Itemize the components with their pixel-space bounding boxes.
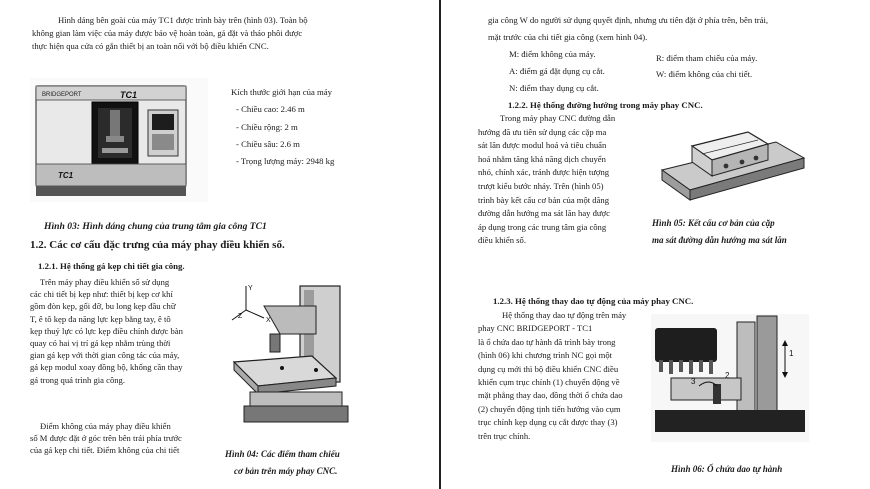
intro-line: Hình dáng bên goài của máy TC1 được trình bày trên (hình 03). Toàn bộ — [58, 15, 308, 25]
clamping-paragraph — [30, 276, 183, 386]
paragraph-line: gá trong quá trình gia công. — [30, 374, 125, 385]
point-m: M: điểm không của máy. — [509, 49, 596, 59]
fig3-brand-label: TC1 — [120, 90, 138, 100]
paragraph-line: của gá kẹp chi tiết. Điểm không của chi tiết — [30, 445, 180, 456]
spec-height: - Chiều cao: 2.46 m — [236, 104, 305, 114]
subsection-121-heading: 1.2.1. Hệ thống gá kẹp chi tiết gia công. — [38, 261, 185, 271]
paragraph-line: áp dụng trong các trung tâm gia công — [478, 221, 607, 232]
fig6-tool-magazine-image — [651, 314, 809, 442]
fig5-caption-line1: Hình 05: Kết cấu cơ bản của cặp — [652, 218, 775, 228]
fig6-caption: Hình 06: Ổ chứa dao tự hành — [671, 464, 783, 474]
point-n: N: điểm thay dụng cụ cắt. — [509, 83, 599, 93]
continued-line: mặt trước của chi tiết gia công (xem hình 04). — [488, 32, 648, 42]
axis-x-label: X — [266, 317, 271, 324]
paragraph-line: dụng cụ mới thì bộ điều khiển CNC điều — [478, 363, 619, 374]
guideway-paragraph — [478, 112, 615, 248]
fig5-guideway-image — [656, 120, 808, 202]
axis-z-label: Z — [238, 313, 243, 320]
paragraph-line: (2) chuyển động tịnh tiến hướng vào cụm — [478, 403, 621, 414]
paragraph-line: Trên máy phay điều khiển số sử dụng — [40, 277, 170, 287]
specs-title: Kích thước giới hạn của máy — [231, 87, 332, 97]
fig5-caption-line2: ma sát đường dẫn hướng ma sát lăn — [652, 235, 787, 245]
paragraph-line: phay CNC BRIDGEPORT - TC1 — [478, 323, 593, 334]
paragraph-line: gá kẹp modul xoay đồng bộ, khống cần thay — [30, 362, 183, 373]
subsection-123-heading: 1.2.3. Hệ thống thay dao tự động của máy phay CNC. — [493, 296, 694, 306]
paragraph-line: Trong máy phay CNC đường dẫn — [500, 113, 616, 123]
svg-text:BRIDGEPORT: BRIDGEPORT — [42, 92, 82, 98]
paragraph-line: (hình 06) khi chương trình NC gọi một — [478, 350, 613, 361]
paragraph-line: sát lăn được modul hoá và tiêu chuẩn — [478, 140, 607, 151]
fig6-label-1: 1 — [789, 349, 794, 358]
subsection-122-heading: 1.2.2. Hệ thống đường hướng trong máy phay CNC. — [508, 100, 703, 110]
fig6-label-2: 2 — [725, 371, 730, 380]
fig3-caption: Hình 03: Hình dáng chung của trung tâm gia công TC1 — [44, 221, 267, 232]
spec-depth: - Chiều sâu: 2.6 m — [236, 139, 300, 149]
continued-line: gia công W do người sử dụng quyết định, nhưng ưu tiên đặt ở phía trên, bên trái, — [488, 15, 769, 25]
paragraph-line: trượt kiểu bước nhảy. Trên (hình 05) — [478, 180, 604, 191]
paragraph-line: gian gá kẹp với thời gian công tác của máy, — [30, 350, 180, 361]
spec-width: - Chiều rộng: 2 m — [236, 122, 298, 132]
paragraph-line: T, ê tô kẹp đa năng lực kẹp bằng tay, ê tô — [30, 313, 171, 324]
fig4-milling-machine — [220, 282, 368, 432]
point-r: R: điểm tham chiếu của máy. — [656, 53, 758, 63]
paragraph-line: khiển cụm trục chính (1) chuyển động về — [478, 377, 620, 388]
paragraph-line: đường dẫn hướng ma sát lăn hay được — [478, 208, 610, 219]
fig4-caption-line2: cơ bản trên máy phay CNC. — [234, 466, 338, 476]
fig3-machine-image — [30, 72, 208, 206]
spec-weight: - Trọng lượng máy: 2948 kg — [236, 156, 335, 166]
intro-line: thực hiện qua cửa có gắn thiết bị an toàn nối với bộ điều khiển CNC. — [32, 41, 269, 52]
right-page — [441, 0, 870, 489]
paragraph-line: Điểm không của máy phay điều khiển — [40, 421, 171, 431]
paragraph-line: gồm đòn kẹp, gối đỡ, bu long kẹp đầu chữ — [30, 301, 176, 312]
paragraph-line: kẹp thuỷ lực có lực kẹp điều chỉnh được bàn — [30, 325, 183, 336]
fig3-brand-label-lower: TC1 — [58, 171, 74, 180]
paragraph-line: trên trục chính. — [478, 430, 531, 441]
section-heading: 1.2. Các cơ cấu đặc trưng của máy phay điều khiển số. — [30, 239, 285, 251]
zero-point-paragraph — [30, 420, 182, 457]
point-a: A: điểm gá đặt dụng cụ cắt. — [509, 66, 605, 76]
paragraph-line: là ổ chứa dao tự hành đã trình bày trong — [478, 336, 616, 347]
paragraph-line: trình bày kết cấu cơ bản của một dãng — [478, 194, 610, 205]
paragraph-line: nhỏ, chính xác, tránh được hiện tượng — [478, 167, 610, 178]
paragraph-line: các chi tiết bị kẹp như: thiết bị kẹp cơ khí — [30, 289, 173, 300]
paragraph-line: hoá nhằm tăng khả năng dịch chuyển — [478, 153, 606, 164]
paragraph-line: mặt phẳng thay dao, đồng thời ổ chứa dao — [478, 390, 623, 401]
tool-changer-paragraph — [478, 309, 626, 443]
fig4-caption-line1: Hình 04: Các điểm tham chiếu — [225, 449, 340, 459]
paragraph-line: quay có hai vị trí gá kẹp nhằm trùng thời — [30, 338, 171, 349]
paragraph-line: Hệ thống thay dao tự động trên máy — [502, 310, 627, 320]
paragraph-line: trục chính kẹp dụng cụ cắt được thay (3) — [478, 417, 618, 428]
intro-line: không gian làm việc của máy được bảo vệ hoàn toàn, gá đặt và tháo phôi được — [32, 28, 303, 39]
fig6-label-3: 3 — [691, 377, 696, 386]
point-w: W: điểm không của chi tiết. — [656, 69, 753, 79]
paragraph-line: điều khiển số. — [478, 235, 526, 246]
paragraph-line: số M được đặt ở góc trên bên trái phía trước — [30, 433, 182, 444]
paragraph-line: hướng đã ưu tiên sử dụng các cặp ma — [478, 126, 607, 137]
intro-paragraph — [32, 14, 362, 54]
axis-y-label: Y — [248, 285, 253, 292]
